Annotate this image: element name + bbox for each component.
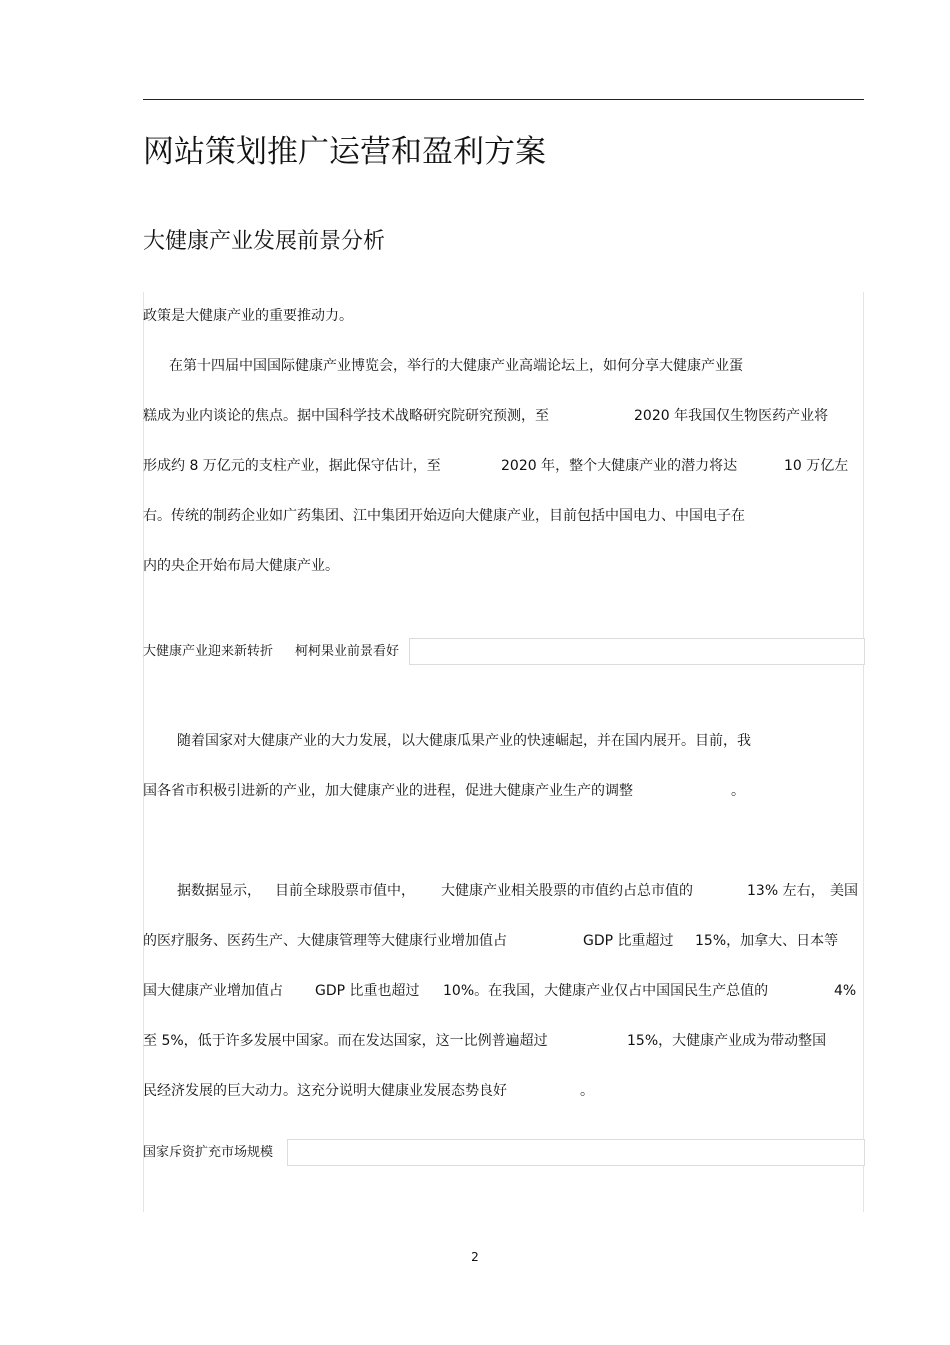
paragraph-line: 13% 左右， — [747, 883, 825, 899]
tab-label-fruit-outlook: 柯柯果业前景看好 — [295, 644, 400, 659]
paragraph-line: 15%，加拿大、日本等 — [695, 933, 839, 949]
paragraph-line: 内的央企开始布局大健康产业。 — [143, 558, 339, 574]
paragraph-line: 至 5%，低于许多发展中国家。而在发达国家，这一比例普遍超过 — [143, 1033, 548, 1049]
paragraph-line: 糕成为业内谈论的焦点。据中国科学技术战略研究院研究预测，至 — [143, 408, 549, 424]
panel2-right-border — [863, 664, 864, 1139]
panel1-right-border — [863, 292, 864, 638]
paragraph-line: 15%，大健康产业成为带动整国 — [627, 1033, 827, 1049]
paragraph-line: 。 — [580, 1083, 594, 1099]
paragraph-line: 国大健康产业增加值占 — [143, 983, 283, 999]
paragraph-line: 的医疗服务、医药生产、大健康管理等大健康行业增加值占 — [143, 933, 507, 949]
tab-label-new-turn: 大健康产业迎来新转折 — [143, 644, 274, 659]
paragraph-line: 4% — [834, 983, 857, 999]
paragraph-line: GDP 比重超过 — [583, 933, 674, 949]
paragraph-line: 政策是大健康产业的重要推动力。 — [143, 308, 353, 324]
paragraph-line: 目前全球股票市值中， — [275, 883, 415, 899]
tab-label-market-scale: 国家斥资扩充市场规模 — [143, 1145, 274, 1160]
tab-strip-box — [409, 638, 865, 665]
paragraph-line: 民经济发展的巨大动力。这充分说明大健康业发展态势良好 — [143, 1083, 507, 1099]
paragraph-line: 右。传统的制药企业如广药集团、江中集团开始迈向大健康产业，目前包括中国电力、中国电子在 — [143, 508, 745, 524]
paragraph-line: 2020 年，整个大健康产业的潜力将达 — [501, 458, 738, 474]
page-number: 2 — [471, 1250, 479, 1264]
paragraph-line: 在第十四届中国国际健康产业博览会，举行的大健康产业高端论坛上，如何分享大健康产业蛋 — [169, 358, 743, 374]
section-title: 大健康产业发展前景分析 — [143, 229, 386, 254]
paragraph-line: 10 万亿左 — [784, 458, 849, 474]
paragraph-line: 随着国家对大健康产业的大力发展，以大健康瓜果产业的快速崛起，并在国内展开。目前，我 — [177, 733, 751, 749]
paragraph-line: GDP 比重也超过 — [315, 983, 420, 999]
paragraph-line: 美国 — [830, 883, 858, 899]
paragraph-line: 10%。在我国，大健康产业仅占中国国民生产总值的 — [443, 983, 769, 999]
paragraph-line: 形成约 8 万亿元的支柱产业，据此保守估计，至 — [143, 458, 441, 474]
paragraph-line: 据数据显示， — [177, 883, 261, 899]
panel3-right-border — [863, 1164, 864, 1212]
panel-left-border — [143, 292, 144, 1212]
tab-strip-box — [287, 1139, 865, 1166]
paragraph-line: 国各省市积极引进新的产业，加大健康产业的进程，促进大健康产业生产的调整 — [143, 783, 633, 799]
paragraph-line: 2020 年我国仅生物医药产业将 — [634, 408, 829, 424]
paragraph-line: 。 — [731, 783, 745, 799]
header-rule — [143, 99, 864, 100]
paragraph-line: 大健康产业相关股票的市值约占总市值的 — [441, 883, 693, 899]
document-title: 网站策划推广运营和盈利方案 — [143, 134, 546, 170]
